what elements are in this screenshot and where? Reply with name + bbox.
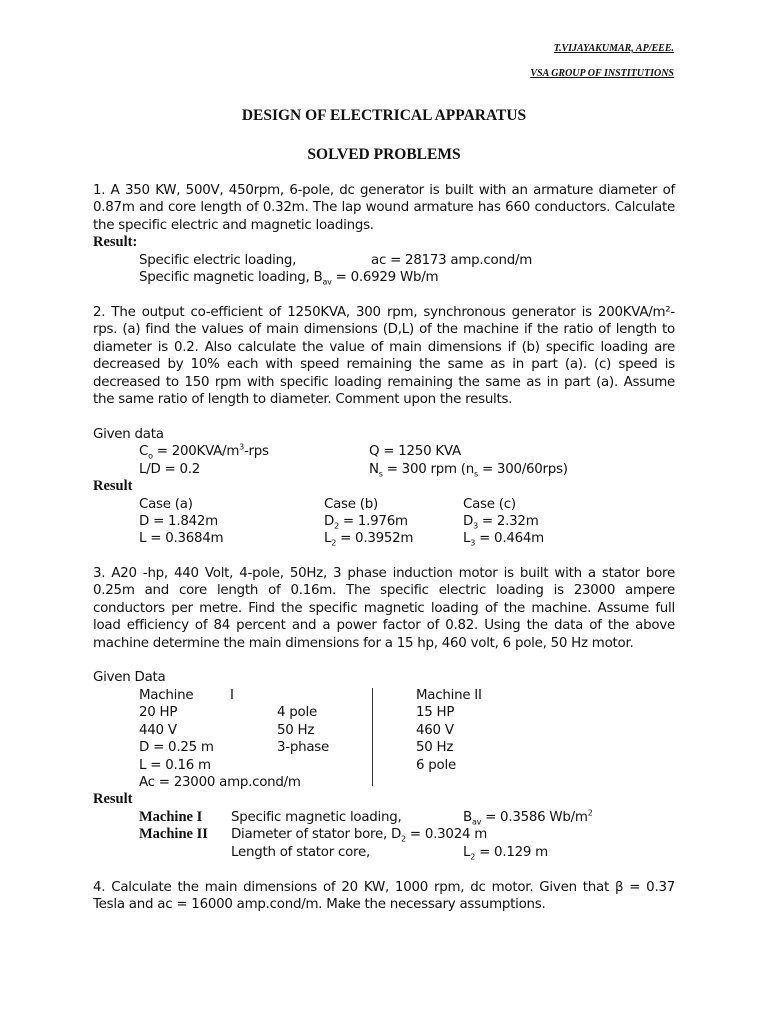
institution-header: VSA GROUP OF INSTITUTIONS [530, 68, 674, 79]
problem-2-given-label: Given data [93, 427, 164, 442]
problem-2-l-c: $L_3 = 0.464m$ [463, 531, 544, 548]
problem-1-result-2: Specific magnetic loading, $B_{av} = 0.6929$ Wb/m [139, 270, 439, 287]
problem-2-case-b: Case (b) [324, 497, 378, 512]
machine-divider [372, 688, 373, 786]
machine-2-freq: 50 Hz [416, 740, 454, 755]
result-machine-1-value: $B_{av} = 0.3586$ $Wb/m^2$ [463, 808, 593, 827]
problem-3-text: 3. A20 -hp, 440 Volt, 4-pole, 50Hz, 3 phase induction motor is built with a stator bore 0.25m and core length of 0.16m. The specific electric loading is 23000 ampere conductors per metre. Find the specific magnetic loading of the machine. Assume full load efficiency of 84 percent and a power factor of 0.82. Using the data of the above machine determine the main dimensions for a 15 hp, 460 volt, 6 pole, 50 Hz motor. [93, 566, 675, 651]
machine-1-ac: Ac = 23000 amp.cond/m [139, 775, 301, 790]
result-machine-1: Machine I [139, 809, 203, 825]
problem-1-text: 1. A 350 KW, 500V, 450rpm, 6-pole, dc generator is built with an armature diameter of 0.87m and core length of 0.32m. The lap wound armature has 660 conductors. Calculate the specific electric and magnetic loadings. [93, 183, 675, 233]
problem-2-given-speed: $N_s = 300$ rpm $(n_s = 300/60rps)$ [369, 462, 568, 479]
machine-1-freq: 50 Hz [277, 723, 315, 738]
machine-2-poles: 6 pole [416, 758, 456, 773]
machine-1-length: L = 0.16 m [139, 758, 211, 773]
machine-1-hp: 20 HP [139, 705, 178, 720]
machine-1-volt: 440 V [139, 723, 177, 738]
machine-1-diameter: D = 0.25 m [139, 740, 214, 755]
problem-2-d-b: $D_2 = 1.976m$ [324, 514, 408, 531]
problem-2-given-ratio: L/D = 0.2 [139, 462, 201, 477]
problem-2-case-a: Case (a) [139, 497, 193, 512]
problem-2-given-q: Q = 1250 KVA [369, 444, 461, 459]
machine-2-hp: 15 HP [416, 705, 455, 720]
problem-4-text: 4. Calculate the main dimensions of 20 KW, 1000 rpm, dc motor. Given that β = 0.37 Tesla and ac = 16000 amp.cond/m. Make the necessary assumptions. [93, 880, 675, 913]
problem-2-l-a: L = 0.3684m [139, 531, 224, 546]
problem-2-d-a: D = 1.842m [139, 514, 218, 529]
page-title: DESIGN OF ELECTRICAL APPARATUS [241, 107, 527, 124]
problem-2-text: 2. The output co-efficient of 1250KVA, 300 rpm, synchronous generator is 200KVA/m²-rps. (a) find the values of main dimensions (D,L) of the machine if the ratio of length to diameter is 0.2. Also calculate the value of main dimensions if (b) specific loading are decreased by 10% each with speed remaining the same as in part (a). (c) speed is decreased to 150 rpm with specific loading remaining the same as in part (a). Assume the same ratio of length to diameter. Comment upon the results. [93, 305, 675, 408]
result-machine-2-core-value: $L_2 = 0.129$ m [463, 845, 548, 862]
page-subtitle: SOLVED PROBLEMS [307, 146, 461, 163]
problem-3-given-label: Given Data [93, 670, 166, 685]
problem-1-result-1-label: Specific electric loading, [139, 253, 297, 268]
result-machine-2-bore: Diameter of stator bore, $D_2 = 0.3024$ m [231, 827, 488, 844]
result-machine-1-label: Specific magnetic loading, [231, 810, 402, 825]
problem-3-result-label: Result [93, 791, 133, 807]
problem-2-l-b: $L_2 = 0.3952m$ [324, 531, 414, 548]
result-machine-2-core-label: Length of stator core, [231, 845, 371, 860]
problem-2-given-co: $C_o = 200KVA/m^3-rps$ [139, 442, 269, 461]
machine-2-volt: 460 V [416, 723, 454, 738]
problem-2-case-c: Case (c) [463, 497, 516, 512]
result-machine-2: Machine II [139, 826, 208, 842]
problem-1-result-label: Result: [93, 234, 138, 250]
problem-2-d-c: $D_3 = 2.32m$ [463, 514, 539, 531]
machine-1-roman: I [230, 688, 234, 703]
machine-1-poles: 4 pole [277, 705, 317, 720]
machine-1-phase: 3-phase [277, 740, 330, 755]
problem-2-result-label: Result [93, 478, 133, 494]
author-header: T.VIJAYAKUMAR, AP/EEE. [553, 43, 674, 54]
machine-1-heading: Machine [139, 688, 194, 703]
problem-1-result-1-value: ac = 28173 amp.cond/m [371, 253, 533, 268]
machine-2-heading: Machine II [416, 688, 482, 703]
